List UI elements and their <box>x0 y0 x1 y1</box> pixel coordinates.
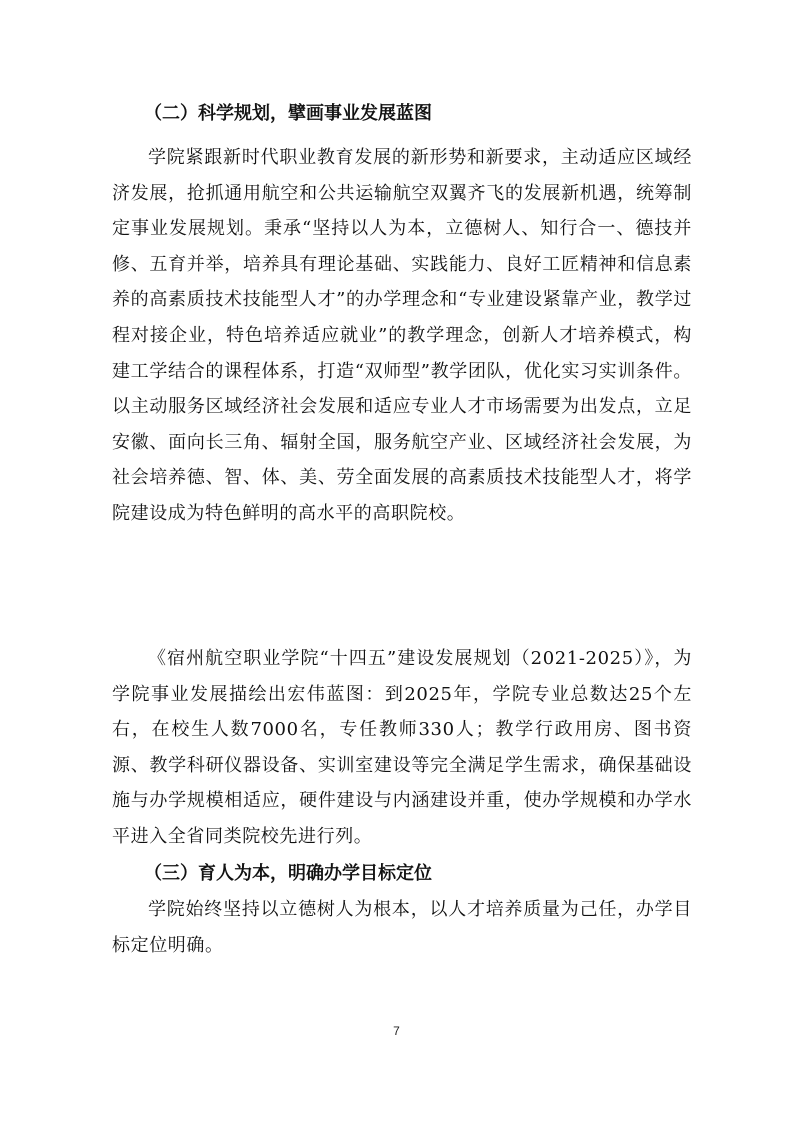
body-paragraph: 学院始终坚持以立德树人为根本，以人才培养质量为己任，办学目标定位明确。 <box>112 899 692 956</box>
section-heading: （三）育人为本，明确办学目标定位 <box>144 863 432 884</box>
page-number: 7 <box>393 1024 400 1038</box>
body-paragraph: 学院紧跟新时代职业教育发展的新形势和新要求，主动适应区域经济发展，抢抓通用航空和公共运输航空双翼齐飞的发展新机遇，统筹制定事业发展规划。秉承“坚持以人为本，立德树人、知行合一、德技并修、五育并举，培养具有理论基础、实践能力、良好工匠精神和信息素养的高素质技术技能型人才”的办学理念和“专业建设紧靠产业，教学过程对接企业，特色培养适应就业”的教学理念，创新人才培养模式，构建工学结合的课程体系，打造“双师型”教学团队，优化实习实训条件。以主动服务区域经济社会发展和适应专业人才市场需要为出发点，立足安徽、面向长三角、辐射全国，服务航空产业、区域经济社会发展，为社会培养德、智、体、美、劳全面发展的高素质技术技能型人才，将学院建设成为特色鲜明的高水平的高职院校。 <box>112 147 692 524</box>
body-paragraph: 《宿州航空职业学院“十四五”建设发展规划（2021-2025）》，为学院事业发展描绘出宏伟蓝图：到2025年，学院专业总数达25个左右，在校生人数7000名，专任教师330人；教学行政用房、图书资源、教学科研仪器设备、实训室建设等完全满足学生需求，确保基础设施与办学规模相适应，硬件建设与内涵建设并重，使办学规模和办学水平进入全省同类院校先进行列。 <box>112 648 692 847</box>
section-heading: （二）科学规划，擘画事业发展蓝图 <box>144 103 432 124</box>
